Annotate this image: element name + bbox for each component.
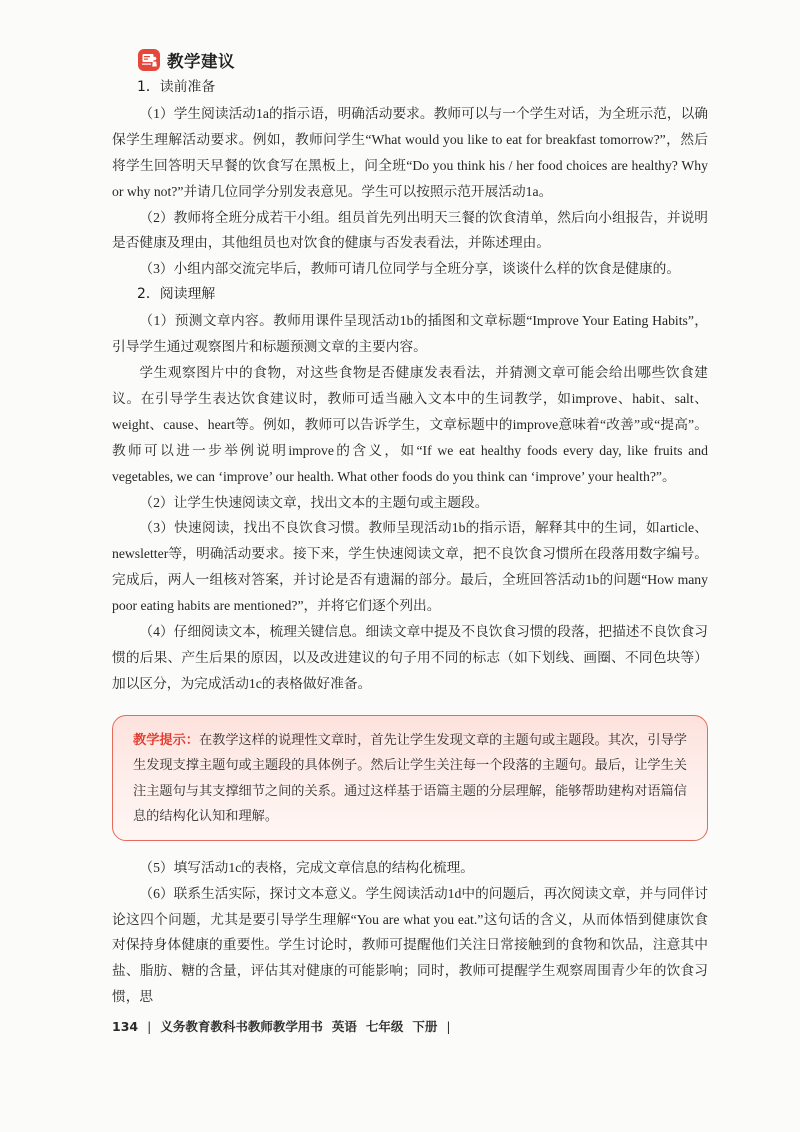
paragraph-comprehension-4: （4）仔细阅读文本，梳理关键信息。细读文章中提及不良饮食习惯的段落，把描述不良饮食习惯的后果、产生后果的原因，以及改进建议的句子用不同的标志（如下划线、画圈、不同色块等）加以区分，为完成活动1c的表格做好准备。: [112, 624, 708, 691]
paragraph-prep-3: （3）小组内部交流完毕后，教师可请几位同学与全班分享，谈谈什么样的饮食是健康的。: [139, 261, 681, 277]
teaching-tip-box: [112, 715, 708, 841]
footer-separator: |: [147, 1018, 152, 1034]
footer-end-mark: |: [446, 1018, 451, 1034]
teaching-tip-text: 在教学这样的说理性文章时，首先让学生发现文章的主题句或主题段。其次，引导学生发现支撑主题句或主题段的具体例子。然后让学生关注每一个段落的主题句。最后，让学生关注主题句与其支撑细节之间的关系。通过这样基于语篇主题的分层理解，能够帮助建构对语篇信息的结构化认知和理解。: [133, 732, 687, 825]
teacher-board-icon: [138, 49, 160, 71]
paragraph-comprehension-6: （6）联系生活实际，探讨文本意义。学生阅读活动1d中的问题后，再次阅读文章，并与同伴讨论这四个问题，尤其是要引导学生理解“You are what you eat.”这句话的含义，从而体悟到健康饮食对保持身体健康的重要性。学生讨论时，教师可提醒他们关注日常接触到的食物和饮品，注意其中盐、脂肪、糖的含量，评估其对健康的可能影响；同时，教师可提醒学生观察周围青少年的饮食习惯，思: [112, 885, 708, 1005]
section-header: [138, 48, 235, 72]
main-content: [112, 75, 708, 1010]
heading-reading-prep: 1．读前准备: [137, 79, 216, 95]
book-title: 义务教育教科书教师教学用书: [160, 1019, 323, 1034]
teaching-tip-label: 教学提示：: [133, 732, 199, 748]
paragraph-comprehension-1: （1）预测文章内容。教师用课件呈现活动1b的插图和文章标题“Improve Your Eating Habits”，引导学生通过观察图片和标题预测文章的主要内容。: [112, 313, 708, 355]
paragraph-prep-2: （2）教师将全班分成若干小组。组员首先列出明天三餐的饮食清单，然后向小组报告，并说明是否健康及理由，其他组员也对饮食的健康与否发表看法，并陈述理由。: [112, 209, 708, 251]
subject-label: 英语: [331, 1019, 357, 1034]
paragraph-comprehension-3: （3）快速阅读，找出不良饮食习惯。教师呈现活动1b的指示语，解释其中的生词，如article、newsletter等，明确活动要求。接下来，学生快速阅读文章，把不良饮食习惯所在段落用数字编号。完成后，两人一组核对答案，并讨论是否有遗漏的部分。最后，全班回答活动1b的问题“How many poor eating habits are mentioned?”，并将它们逐个列出。: [112, 520, 708, 614]
grade-label: 七年级: [365, 1019, 404, 1034]
heading-reading-comprehension: 2．阅读理解: [137, 286, 216, 303]
paragraph-comprehension-2: （2）让学生快速阅读文章，找出文本的主题句或主题段。: [139, 494, 489, 510]
section-title: 教学建议: [167, 52, 235, 71]
paragraph-comprehension-5: （5）填写活动1c的表格，完成文章信息的结构化梳理。: [139, 859, 474, 875]
page-number: 134: [112, 1018, 139, 1034]
paragraph-prep-1: （1）学生阅读活动1a的指示语，明确活动要求。教师可以与一个学生对话，为全班示范，以确保学生理解活动要求。例如，教师问学生“What would you like to eat for breakfast tomorrow?”，然后将学生回答明天早餐的饮食写在黑板上，问全班“Do you think his / her food choices are healthy? Why or why not?”并请几位同学分别发表意见。学生可以按照示范开展活动1a。: [112, 105, 708, 199]
volume-label: 下册: [412, 1019, 438, 1034]
paragraph-comprehension-1-detail: 学生观察图片中的食物，对这些食物是否健康发表看法，并猜测文章可能会给出哪些饮食建议。在引导学生表达饮食建议时，教师可适当融入文本中的生词教学，如improve、habit、salt、weight、cause、heart等。例如，教师可以告诉学生，文章标题中的improve意味着“改善”或“提高”。教师可以进一步举例说明improve的含义，如“If we eat healthy foods every day, like fruits and vegetables, we can ‘improve’ our health. What other foods do you think can ‘improve’ your health?”。: [112, 364, 708, 484]
page-footer: [112, 1017, 451, 1035]
